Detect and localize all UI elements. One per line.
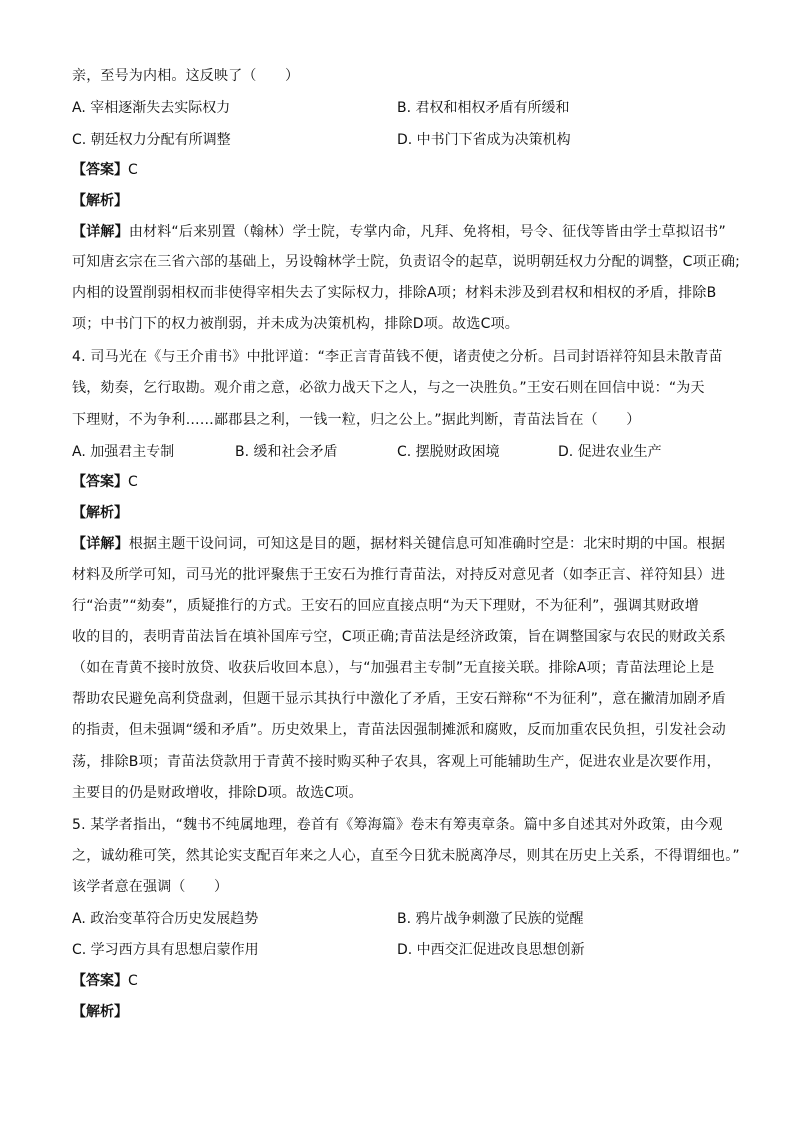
q3-detail-text-1: 由材料“后来别置（翰林）学士院，专掌内命，凡拜、免将相，号令、征伐等皆由学士草拟诏书” — [128, 224, 726, 240]
question-3-stem-tail: 亲，至号为内相。这反映了（ ） — [72, 68, 300, 84]
q5-option-a: A. 政治变革符合历史发展趋势 — [72, 911, 259, 927]
q4-option-d: D. 促进农业生产 — [558, 444, 662, 460]
q3-detail-line-2: 可知唐玄宗在三省六部的基础上，另设翰林学士院，负责诏令的起草，说明朝廷权力分配的调整，C项正确; — [72, 254, 741, 270]
q3-detail-line-3: 内相的设置削弱相权而非使得宰相失去了实际权力，排除A项；材料未涉及到君权和相权的矛盾，排除B — [72, 285, 717, 301]
q5-answer — [72, 971, 138, 991]
q4-detail-line-1 — [72, 534, 732, 554]
q4-detail-line-3: 行“治责”“劾奏”，质疑推行的方式。王安石的回应直接点明“为天下理财，不为征利”，强调其财政增 — [72, 598, 699, 614]
q4-detail-line-7: 的指责，但未强调“缓和矛盾”。历史效果上，青苗法因强制摊派和腐败，反而加重农民负担，引发社会动 — [72, 722, 726, 738]
q4-option-a: A. 加强君主专制 — [72, 444, 175, 460]
q4-detail-line-6: 帮助农民避免高利贷盘剥，但题干显示其执行中激化了矛盾，王安石辩称“不为征利”，意在撇清加剧矛盾 — [72, 691, 726, 707]
q4-analysis-label: 【解析】 — [72, 505, 128, 521]
q4-stem-line-1: 4. 司马光在《与王介甫书》中批评道：“李正言青苗钱不便，诸责使之分析。吕司封语祥符知县未散青苗 — [72, 349, 723, 365]
q4-answer-value: C — [128, 474, 138, 490]
q3-option-a: A. 宰相逐渐失去实际权力 — [72, 100, 231, 116]
q5-option-b: B. 鸦片战争刺激了民族的觉醒 — [397, 911, 584, 927]
q5-stem-line-2: 之，诚幼稚可笑，然其论实支配百年来之人心，直至今日犹未脱离净尽，则其在历史上关系，不得谓细也。” — [72, 848, 740, 864]
q4-detail-label: 【详解】 — [72, 536, 129, 552]
q4-detail-line-5: （如在青黄不接时放贷、收获后收回本息），与“加强君主专制”无直接关联。排除A项；青苗法理论上是 — [72, 660, 715, 676]
q5-option-c: C. 学习西方具有思想启蒙作用 — [72, 942, 259, 958]
q4-detail-line-4: 收的目的，表明青苗法旨在填补国库亏空，C项正确;青苗法是经济政策，旨在调整国家与农民的财政关系 — [72, 629, 726, 645]
q5-option-d: D. 中西交汇促进改良思想创新 — [397, 942, 585, 958]
q4-stem-line-2: 钱，劾奏，乞行取勘。观介甫之意，必欲力战天下之人，与之一决胜负。”王安石则在回信中说：“为天 — [72, 380, 705, 396]
q4-detail-text-1: 根据主题干设问词，可知这是目的题，据材料关键信息可知准确时空是：北宋时期的中国。根据 — [128, 536, 726, 552]
q3-option-c: C. 朝廷权力分配有所调整 — [72, 132, 231, 148]
q4-option-c: C. 摆脱财政困境 — [397, 444, 500, 460]
q3-option-b: B. 君权和相权矛盾有所缓和 — [397, 100, 570, 116]
q5-answer-value: C — [128, 973, 138, 989]
q4-detail-line-2: 材料及所学可知，司马光的批评聚焦于王安石为推行青苗法，对持反对意见者（如李正言、祥符知县）进 — [72, 567, 726, 583]
q3-analysis-label: 【解析】 — [72, 193, 128, 209]
q5-answer-label: 【答案】 — [72, 973, 128, 989]
q4-stem-line-3: 下理财，不为争利……鄙郡县之利，一钱一粒，归之公上。”据此判断，青苗法旨在（ ） — [72, 412, 641, 428]
q3-answer — [72, 160, 138, 180]
q3-detail-line-4: 项；中书门下的权力被削弱，并未成为决策机构，排除D项。故选C项。 — [72, 316, 519, 332]
q4-answer — [72, 472, 138, 492]
q3-detail-line-1 — [72, 222, 732, 242]
q4-detail-line-9: 主要目的仍是财政增收，排除D项。故选C项。 — [72, 785, 363, 801]
q3-answer-label: 【答案】 — [72, 162, 128, 178]
q5-stem-line-1: 5. 某学者指出，“魏书不纯属地理，卷首有《筹海篇》卷末有筹夷章条。篇中多自述其对外政策，由今观 — [72, 817, 723, 833]
q3-answer-value: C — [128, 162, 138, 178]
q4-detail-line-8: 荡，排除B项；青苗法贷款用于青黄不接时购买种子农具，客观上可能辅助生产，促进农业是次要作用， — [72, 754, 721, 770]
q4-answer-label: 【答案】 — [72, 474, 128, 490]
q5-stem-line-3: 该学者意在强调（ ） — [72, 879, 229, 895]
q4-option-b: B. 缓和社会矛盾 — [235, 444, 338, 460]
q3-detail-label: 【详解】 — [72, 224, 129, 240]
q5-analysis-label: 【解析】 — [72, 1004, 128, 1020]
q3-option-d: D. 中书门下省成为决策机构 — [397, 132, 571, 148]
